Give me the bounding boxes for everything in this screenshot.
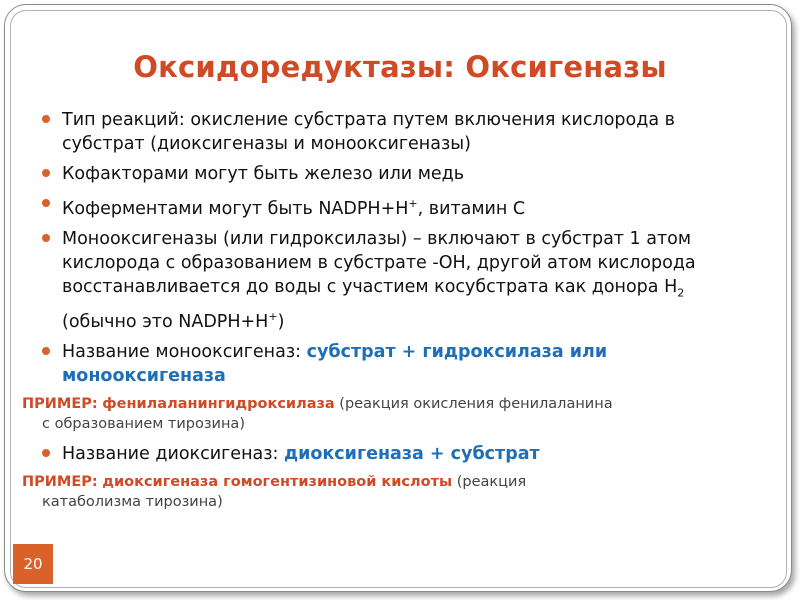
bullet-dot-icon (42, 234, 50, 242)
example-enzyme-name: фенилаланингидроксилаза (102, 396, 335, 413)
bullet-dot-icon (42, 115, 50, 123)
bullet-dot-icon (42, 169, 50, 177)
bullet-monooxygenases (42, 227, 762, 334)
example-description: (реакция окисления фенилаланина (334, 396, 613, 413)
bullet-text: Монооксигеназы (или гидроксилазы) – включают в субстрат 1 атом кислорода с образованием в субстрате -OH, другой атом кислорода восстанавливается до воды с участием косубстрата как донора Н (62, 228, 696, 297)
bullet-text: Тип реакций: окисление субстрата путем включения кислорода в субстрат (диоксигеназы и монооксигеназы) (62, 110, 675, 154)
example-1 (22, 394, 762, 434)
slide-number-badge: 20 (13, 544, 53, 584)
bullet-dot-icon (42, 449, 50, 457)
bullet-monooxygenase-naming (42, 340, 762, 388)
superscript-plus: + (408, 197, 418, 210)
bullet-cofactors (42, 162, 762, 186)
subscript-2: 2 (677, 286, 685, 300)
bullet-dot-icon (42, 199, 50, 207)
bullet-text: Название монооксигеназ: (62, 342, 307, 363)
bullet-dot-icon (42, 347, 50, 355)
slide-content (22, 108, 762, 520)
slide-title: Оксидоредуктазы: Оксигеназы (133, 50, 667, 84)
superscript-plus: + (268, 310, 278, 324)
example-description-cont: с образованием тирозина) (42, 416, 245, 433)
bullet-text-end: ) (277, 312, 285, 333)
example-description-cont: катаболизма тирозина) (42, 494, 223, 511)
bullet-text: Коферментами могут быть NADPH+H (62, 198, 409, 219)
example-label: ПРИМЕР: (22, 396, 98, 413)
example-description: (реакция (452, 474, 527, 491)
naming-formula: диоксигеназа + субстрат (284, 444, 540, 465)
example-2 (22, 472, 762, 512)
bullet-coenzymes (42, 192, 762, 221)
bullet-text-end: , витамин C (417, 198, 526, 219)
bullet-text: Кофакторами могут быть железо или медь (62, 164, 465, 184)
naming-formula: субстрат + гидроксилаза или монооксигеназа (62, 342, 608, 387)
bullet-reaction-type (42, 108, 762, 156)
example-label: ПРИМЕР: (22, 474, 98, 491)
bullet-dioxygenase-naming (42, 442, 762, 466)
bullet-text-mid: (обычно это NADPH+H (62, 312, 269, 333)
example-enzyme-name: диоксигеназа гомогентизиновой кислоты (102, 474, 453, 491)
bullet-text: Название диоксигеназ: (62, 444, 285, 465)
